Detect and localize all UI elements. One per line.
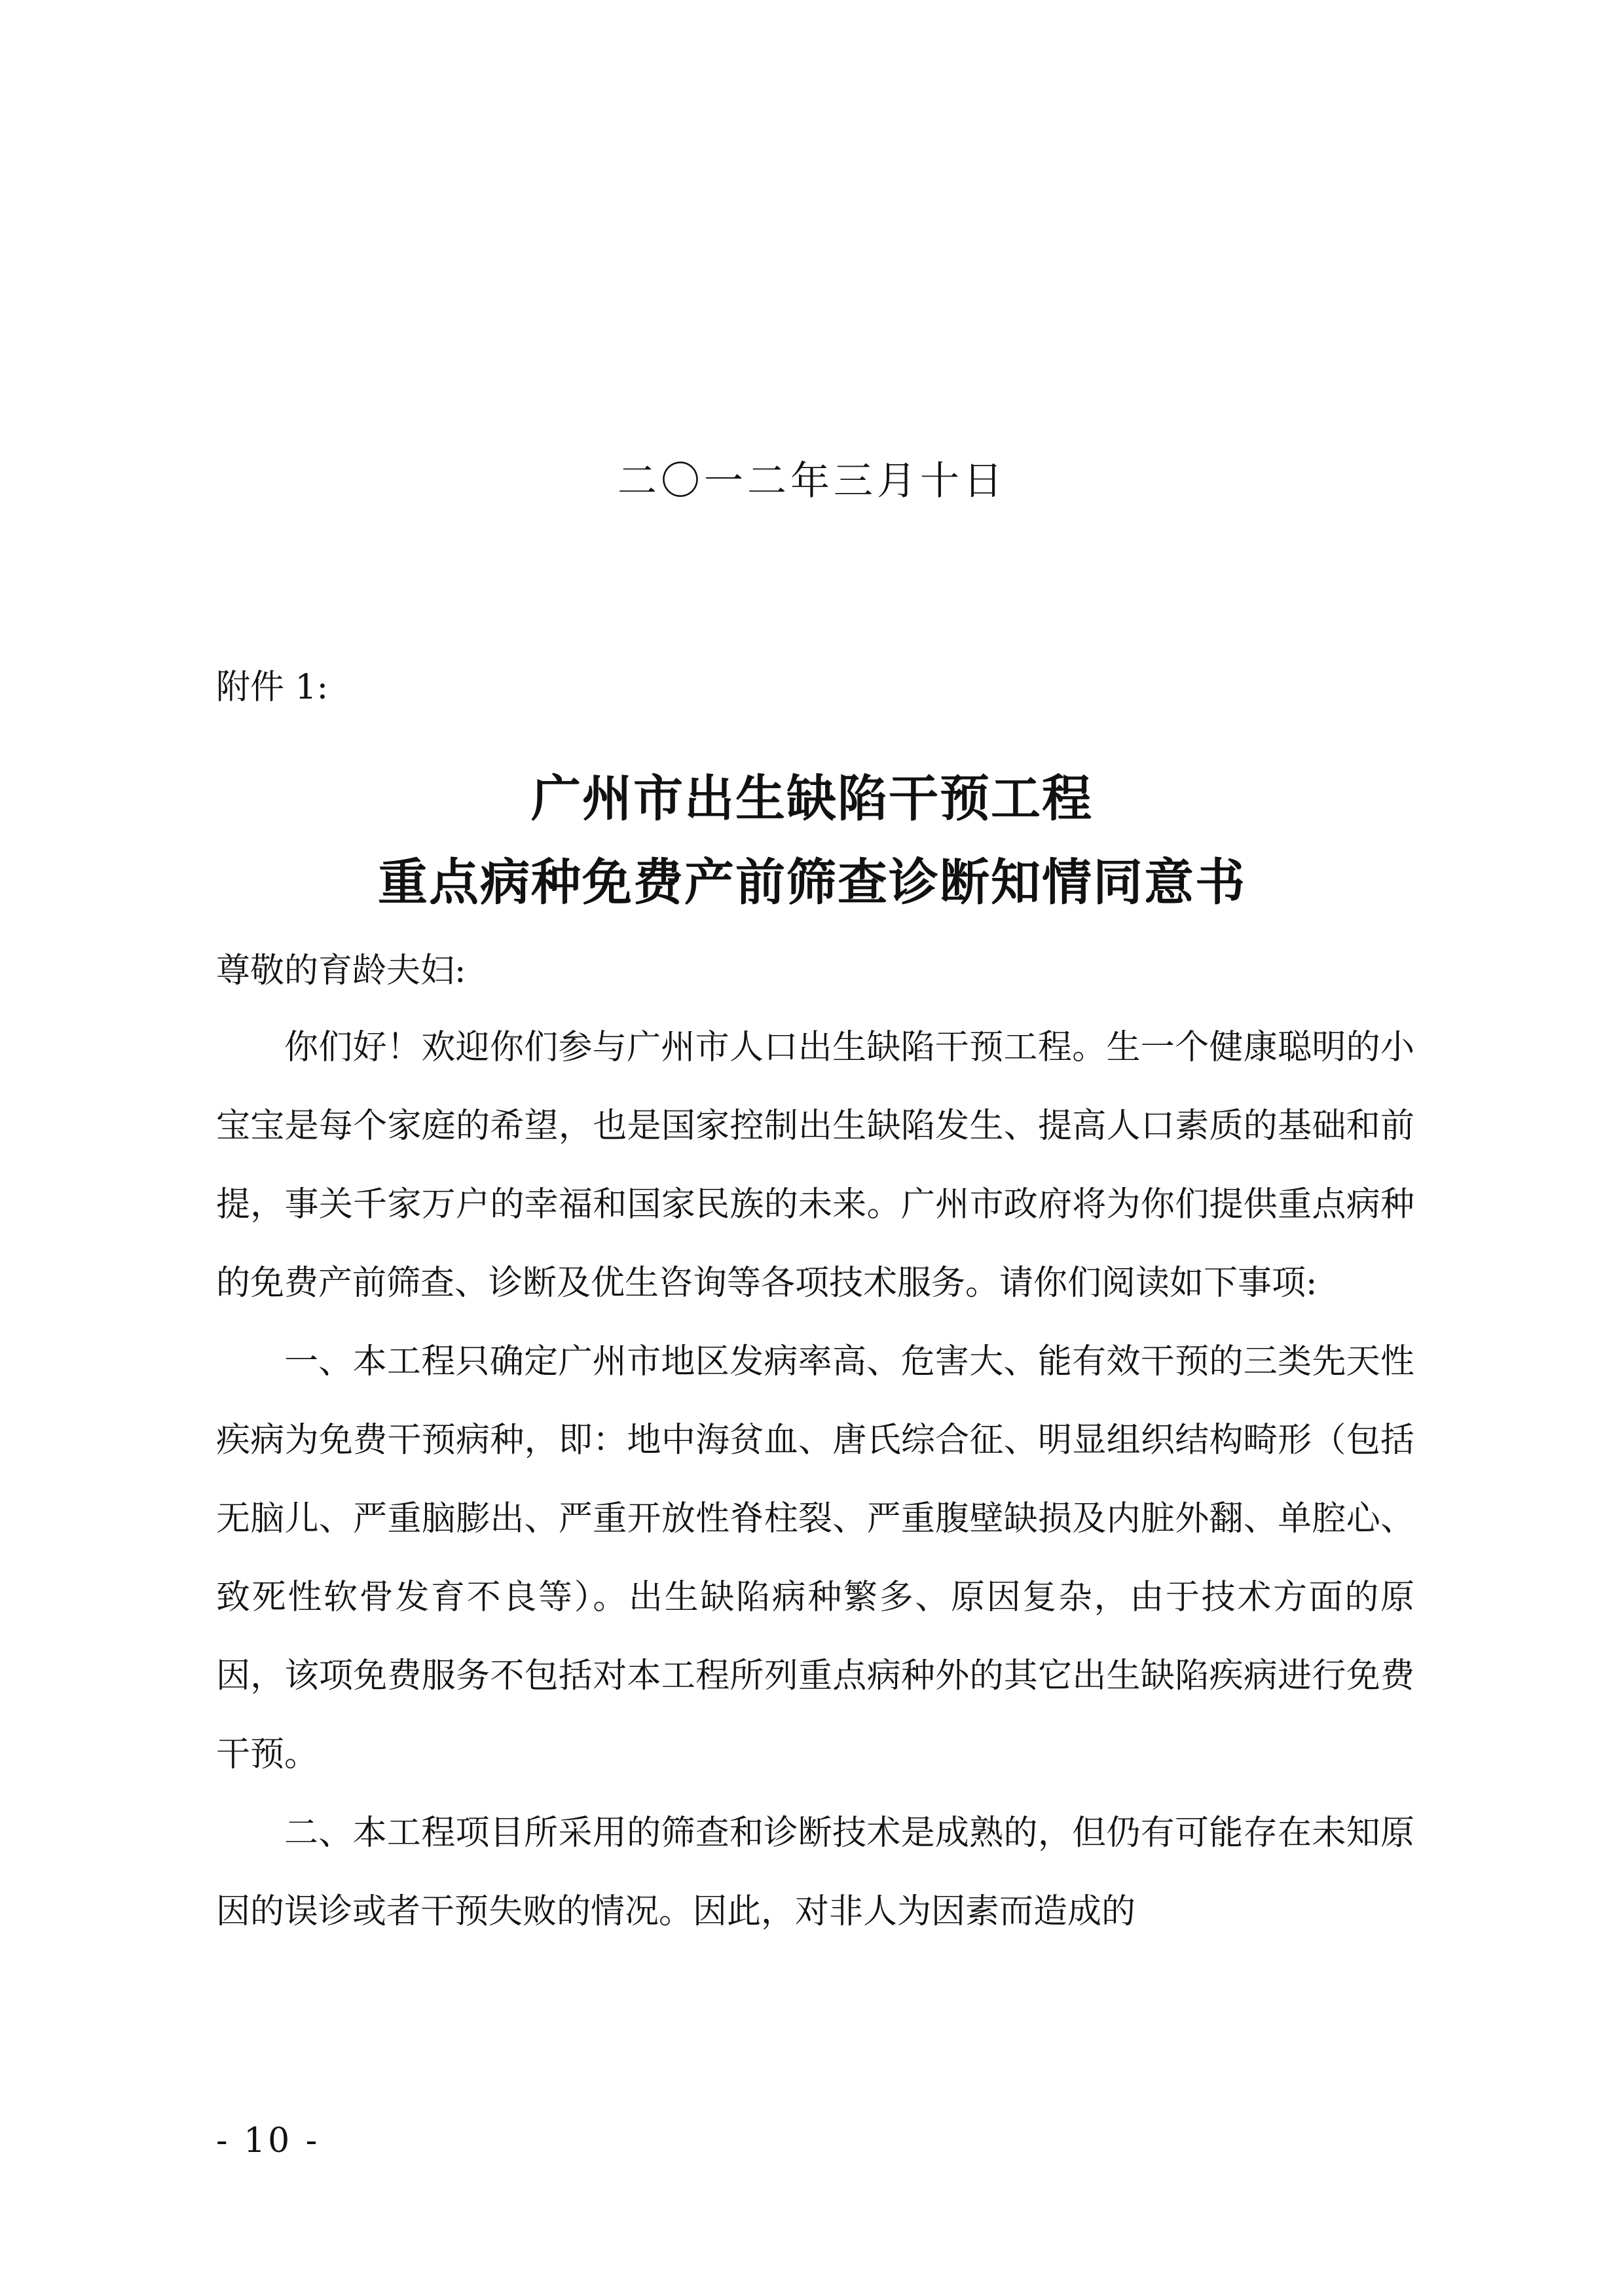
salutation: 尊敬的育龄夫妇: bbox=[216, 951, 466, 991]
document-title-line-1: 广州市出生缺陷干预工程 bbox=[531, 769, 1093, 828]
document-body bbox=[216, 1008, 1414, 1951]
paragraph-item-1: 一、本工程只确定广州市地区发病率高、危害大、能有效干预的三类先天性疾病为免费干预病种，即：地中海贫血、唐氏综合征、明显组织结构畸形（包括无脑儿、严重脑膨出、严重开放性脊柱裂、严重腹壁缺损及内脏外翻、单腔心、致死性软骨发育不良等）。出生缺陷病种繁多、原因复杂，由于技术方面的原因，该项免费服务不包括对本工程所列重点病种外的其它出生缺陷疾病进行免费干预。 bbox=[216, 1342, 1414, 1774]
attachment-label: 附件 1: bbox=[216, 668, 329, 707]
paragraph-item-2: 二、本工程项目所采用的筛查和诊断技术是成熟的，但仍有可能存在未知原因的误诊或者干预失败的情况。因此，对非人为因素而造成的 bbox=[216, 1813, 1414, 1931]
document-date: 二〇一二年三月十日 bbox=[618, 458, 1006, 504]
paragraph-intro: 你们好！欢迎你们参与广州市人口出生缺陷干预工程。生一个健康聪明的小宝宝是每个家庭的希望，也是国家控制出生缺陷发生、提高人口素质的基础和前提，事关千家万户的幸福和国家民族的未来。广州市政府将为你们提供重点病种的免费产前筛查、诊断及优生咨询等各项技术服务。请你们阅读如下事项: bbox=[216, 1028, 1414, 1303]
page-number: - 10 - bbox=[216, 2121, 320, 2160]
document-title-line-2: 重点病种免费产前筛查诊断知情同意书 bbox=[378, 853, 1246, 911]
